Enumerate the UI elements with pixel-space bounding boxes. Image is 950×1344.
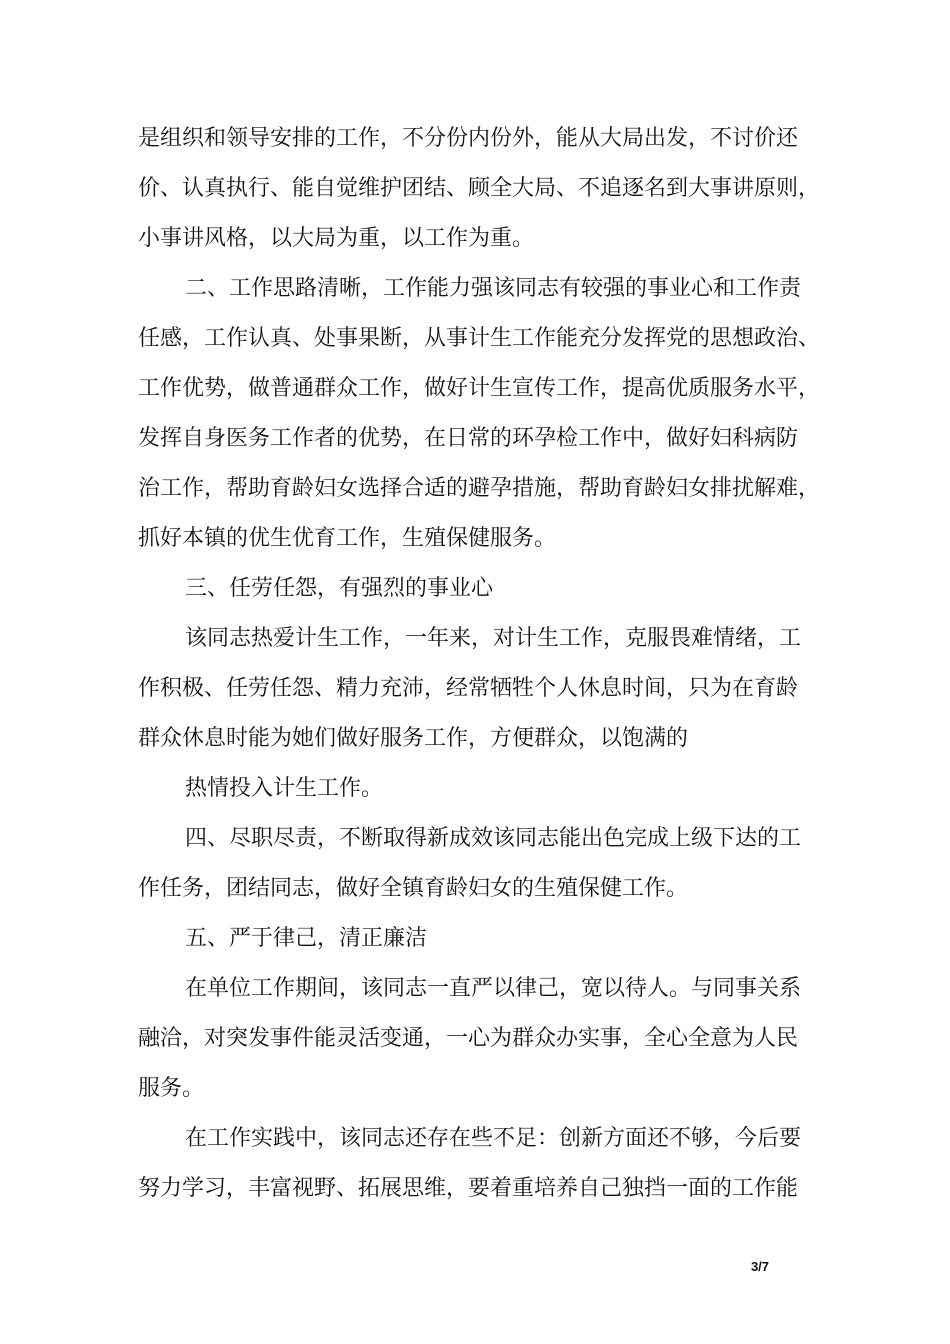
- text-line: 小事讲风格，以大局为重，以工作为重。: [138, 226, 535, 251]
- text-line: 努力学习，丰富视野、拓展思维，要着重培养自己独挡一面的工作能: [138, 1176, 799, 1201]
- text-line: 工作优势，做普通群众工作，做好计生宣传工作，提高优质服务水平，: [138, 376, 821, 401]
- text-line: 在工作实践中，该同志还存在些不足：创新方面还不够，今后要: [185, 1126, 802, 1151]
- text-line: 在单位工作期间，该同志一直严以律己，宽以待人。与同事关系: [185, 976, 802, 1001]
- text-line: 二、工作思路清晰，工作能力强该同志有较强的事业心和工作责: [185, 276, 802, 301]
- text-line: 是组织和领导安排的工作，不分份内份外，能从大局出发，不讨价还: [138, 126, 799, 151]
- text-line: 热情投入计生工作。: [185, 776, 384, 801]
- text-line: 服务。: [138, 1076, 205, 1101]
- text-line: 五、严于律己，清正廉洁: [185, 926, 428, 951]
- text-line: 三、任劳任怨，有强烈的事业心: [185, 576, 494, 601]
- text-line: 任感，工作认真、处事果断，从事计生工作能充分发挥党的思想政治、: [138, 326, 821, 351]
- text-line: 价、认真执行、能自觉维护团结、顾全大局、不追逐名到大事讲原则，: [138, 176, 821, 201]
- text-line: 作积极、任劳任怨、精力充沛，经常牺牲个人休息时间，只为在育龄: [138, 676, 799, 701]
- text-line: 四、尽职尽责，不断取得新成效该同志能出色完成上级下达的工: [185, 826, 802, 851]
- text-line: 治工作，帮助育龄妇女选择合适的避孕措施，帮助育龄妇女排扰解难，: [138, 476, 821, 501]
- text-line: 作任务，团结同志，做好全镇育龄妇女的生殖保健工作。: [138, 876, 689, 901]
- text-line: 该同志热爱计生工作，一年来，对计生工作，克服畏难情绪，工: [185, 626, 802, 651]
- text-line: 融洽，对突发事件能灵活变通，一心为群众办实事，全心全意为人民: [138, 1026, 799, 1051]
- text-line: 群众休息时能为她们做好服务工作，方便群众，以饱满的: [138, 726, 689, 751]
- text-line: 发挥自身医务工作者的优势，在日常的环孕检工作中，做好妇科病防: [138, 426, 799, 451]
- page-number: 3/7: [750, 1259, 770, 1274]
- text-line: 抓好本镇的优生优育工作，生殖保健服务。: [138, 526, 557, 551]
